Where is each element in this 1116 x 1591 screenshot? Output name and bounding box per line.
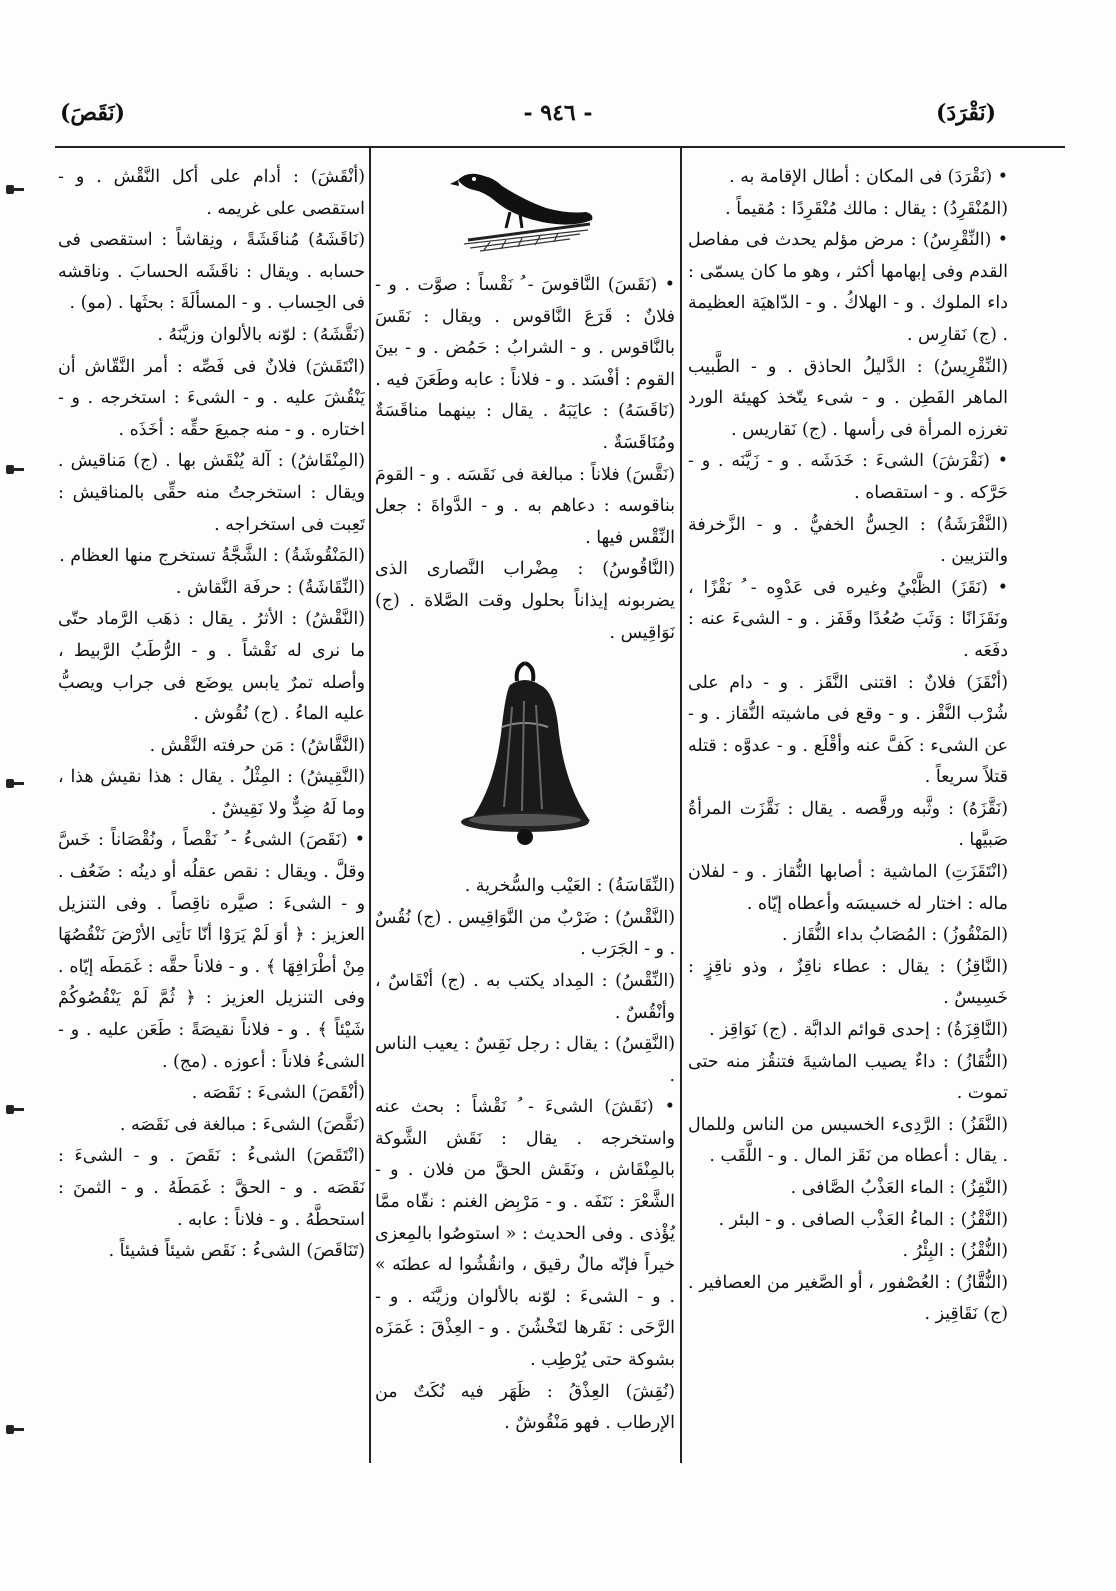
entry: (النَّقْشُ) : الأثرُ . يقال : ذهَب الرَّماد حتّى ما نرى له نَقْشاً . و - الرُّطَبُ الرَّبيط ، وأصله تمرٌ يابس يوضَع فى جراب ويصبُّ عليه الماءُ . (ج) نُقُوش . (58, 609, 365, 725)
entry: (النُّقَازُ) : داءٌ يصيب الماشيةَ فتنقُز منه حتى تموت . (688, 1051, 1008, 1104)
entry: (أنْقَصَ) الشىءَ : نَقَصَه . (191, 1083, 365, 1104)
entry: (النَّاقُوسُ) : مِضْراب النَّصارى الذى يضربونه إيذاناً بحلول وقت الصَّلاة . (ج) نَوَاقِيس . (375, 559, 675, 643)
entry: (النِّقَاسَةُ) : العَيْب والسُّخرية . (464, 876, 675, 897)
entry: (النَّقِزُ) : الماء العَذْبُ الصَّافى . (790, 1178, 1008, 1198)
entry: (النُّقْزُ) : البِئْرُ . (902, 1241, 1008, 1262)
entry: (النَّاقِزَةُ) : إحدى قوائم الدابَّة . (ج) نَوَاقِز . (709, 1020, 1008, 1041)
entry: • (نَقْرَدَ) فى المكان : أطال الإقامة به . (729, 167, 1008, 187)
entry: (أنْقَزَ) فلانٌ : اقتنى النَّقَز . و - دام على شُرْب النَّقْز . و - وقع فى ماشيته النُّقاز . و - عن الشىء : كَفَّ عنه وأقْلَع . و - عدوَّه : قتله قتلاً سريعاً . (688, 672, 1008, 788)
header-guide-word-left: (نَقَصَ) (60, 100, 126, 126)
entry: (النِّقْسُ) : المِداد يكتب به . (ج) أنْقَاسٌ ، وأنْقُسٌ . (375, 970, 675, 1023)
entry: (المَنْقُوزُ) : المُصَابُ بداء النُّقَاز . (782, 925, 1008, 946)
column-right (688, 162, 1008, 1331)
entry: (النِّقَاشَةُ) : حرفَة النَّقاش . (175, 577, 365, 598)
entry: • (نَقَشَ) الشىءَ - ُ نَقْشاً : بحث عنه واستخرجه . يقال : نَقَش الشَّوكة بالمِنْقَاش ، ونَقَش الحقَّ من فلان . و - الشَّعْرَ : نَتَفَه . و - مَرْبِض الغنم : نقّاه ممَّا يُؤْذى . وفى الحديث : « استوصُوا بالمِعزى خيراً فإنّه مالٌ رقيق ، وانقُشُوا له عطنَه » . و - الشىءَ : لوّنه بالألوان وزيَّنَه . و - الرَّحَى : نَقَرها لتَخْشُنَ . و - العِذْقَ : غَمَزَه بشوكة حتى يُرْطِب . (375, 1097, 675, 1371)
margin-mark (10, 782, 24, 785)
margin-mark (10, 1428, 24, 1431)
entry: (النُّقَّازُ) : العُصْفور ، أو الصَّغير من العصافير . (ج) نَقَاقِيز . (688, 1272, 1008, 1325)
margin-mark (10, 188, 24, 191)
column-middle (375, 162, 675, 1440)
header-guide-word-right: (نَقْرَدَ) (935, 100, 996, 126)
entry: • (النِّقْرِسُ) : مرض مؤلم يحدث فى مفاصل القدم وفى إبهامها أكثر ، وهو ما كان يسمّى : داء الملوك . و - الهلاكُ . و - الدّاهيَة العظيمة . (ج) نَقارِس . (688, 230, 1008, 345)
crow-illustration (450, 162, 600, 262)
entry: (تَنَاقَصَ) الشىءُ : نَقَص شيئاً فشيئاً . (108, 1241, 365, 1262)
entry: (النَّقْسُ) : ضَرْبٌ من النَّوَاقِيس . (ج) نُقُسٌ . و - الجَرَب . (375, 907, 675, 960)
entry: (نَقَّسَ) فلاناً : مبالغة فى نَقَسَه . و - القومَ بناقوسه : دعاهم به . و - الدَّواةَ : جعل النِّقْس فيها . (375, 464, 675, 548)
entry: (نَقَّشَهُ) : لوّنه بالألوان وزيَّنَهُ . (157, 324, 365, 345)
entry: (النَّقِسُ) : يقال : رجل نَقِسٌ : يعيب الناس . (375, 1034, 675, 1086)
entry: (نَاقَشَهُ) مُناقَشَةً ، ونِقاشاً : استقصى فى حسابه . ويقال : ناقَشَه الحسابَ . وناقشه فى الحِساب . و - المسألَةَ : بحثَها . (مو) . (58, 230, 365, 314)
entry: (انْتَقَشَ) فلانٌ فى فَصِّه : أمر النَّقّاش أن يَنْقُشَ عليه . و - الشىءَ : استخرجه . و - اختاره . و - منه جميعَ حقِّه : أخَذَه . (58, 356, 365, 440)
entry: (النَّقْزُ) : الماءُ العَذْب الصافى . و - البئر . (718, 1209, 1008, 1230)
entry: (المُنْقَرِدُ) : يقال : مالك مُنْقَرِدًا : مُقيماً . (725, 198, 1008, 219)
entry: (النِّقْرِيسُ) : الدَّليلُ الحاذق . و - الطَّبيب الماهر الفَطِن . و - شىء يتّخذ كهيئة الورد تغرزه المرأة فى رأسها . (ج) نَقاريس . (688, 356, 1008, 440)
column-divider (369, 148, 371, 1463)
margin-mark (10, 468, 24, 471)
entry: • (نَقْرَشَ) الشىءَ : خَدَشَه . و - زَيَّنَه . و - حَرَّكه . و - استقصاه . (688, 451, 1008, 503)
entry: (نَقَّزَهُ) : وثَّبه ورقَّصه . يقال : نَقَّزَت المرأةُ صَبيَّها . (688, 798, 1008, 851)
bell-illustration (450, 657, 600, 857)
entry: • (نَقَصَ) الشىءُ - ُ نَقْصاً ، ونُقْصَاناً : خَسَّ وقلَّ . ويقال : نقص عقلُه أو دينُه : ضَعُف . و - الشىءَ : صيَّره ناقِصاً . وفى التنزيل العزيز : ﴿ أوَ لَمْ يَرَوْا أنّا نَأتِى الأرْضَ نَنْقُصُهَا مِنْ أطْرَافِهَا ﴾ . و - فلاناً حقَّه : غَمَطَه إيّاه . وفى التنزيل العزيز : ﴿ ثُمَّ لَمْ يَنْقُصُوكُمْ شَيْئاً ﴾ . و - فلاناً نقيصَةً : طَعَن عليه . و - الشىءُ فلاناً : أعوزه . (مج) . (58, 830, 365, 1072)
column-left (58, 162, 365, 1268)
entry: (انْتَقَزَتِ) الماشية : أصابها النُّقاز . و - لفلان ماله : اختار له خسيسَه وأعطاه إيّاه . (688, 862, 1008, 914)
entry: (أنْقَشَ) : أدام على أكل النَّقْش . و - استقصى على غريمه . (58, 167, 365, 219)
page-number: - ٩٤٦ - (523, 100, 593, 126)
entry: (المَنْقُوشَةُ) : الشَّجَّةُ تستخرج منها العظام . (59, 546, 365, 567)
entry: • (نَقَسَ) النَّاقوسَ - ُ نَقْساً : صوَّت . و - فلانٌ : قَرَعَ النَّاقوس . ويقال : نَقَسَ بالنَّاقوس . و - الشرابُ : حَمُض . و - بينَ القوم : أفْسَد . و - فلاناً : عابه وطَعَنَ فيه . (375, 275, 675, 390)
entry: (النَّقْرَشَةُ) : الحِسُّ الخفيُّ . و - الزَّخرفة والتزيين . (688, 514, 1008, 567)
entry: (النَّقَزُ) : الرَّدِىء الخسيس من الناس وللمال . يقال : أعطاه من نَقَز المال . و - اللَّقَب . (688, 1114, 1008, 1167)
entry: • (نَقَزَ) الظَّبْيُ وغيره فى عَدْوِه - ُ نَقْزًا ، ونَقَزَانًا : وَثَبَ صُعُدًا وقَفَز . و - الشىءَ عنه : دفَعَه . (688, 577, 1008, 661)
entry: (نُقِشَ) العِذْقُ : ظَهَر فيه نُكَتٌ من الإرطاب . فهو مَنْقُوشٌ . (375, 1381, 675, 1434)
entry: (نَقَّصَ) الشىءَ : مبالغة فى نَقَصَه . (119, 1114, 365, 1135)
column-divider (680, 148, 682, 1463)
entry: (انْتَقَصَ) الشىءُ : نَقَصَ . و - الشىءَ : نَقَصَه . و - الحقَّ : غَمَطَهُ . و - الثمنَ : استحطَّهُ . و - فلاناً : عابه . (58, 1146, 365, 1230)
page-header (0, 100, 1116, 140)
entry: (المِنْقَاشُ) : آلة يُنْقَش بها . (ج) مَناقيش . ويقال : استخرجتُ منه حقِّى بالمناقيش : تَعِبت فى استخراجه . (58, 451, 365, 535)
header-rule (55, 146, 1065, 148)
margin-mark (10, 1108, 24, 1111)
entry: (النَّاقِزُ) : يقال : عطاء ناقِزٌ ، وذو ناقِزٍ : خَسِيسٌ . (688, 956, 1008, 1009)
entry: (النَّقِيشُ) : المِثْلُ . يقال : هذا نقيش هذا ، وما لَهُ ضِدٌّ ولا نَقِيشٌ . (58, 767, 365, 819)
entry: (نَاقَسَهُ) : عايَبَهُ . يقال : بينهما مناقَسَةٌ ومُنَاقَسَةٌ . (375, 401, 675, 453)
entry: (النَّقَّاشُ) : مَن حرفته النَّقْش . (149, 735, 365, 756)
